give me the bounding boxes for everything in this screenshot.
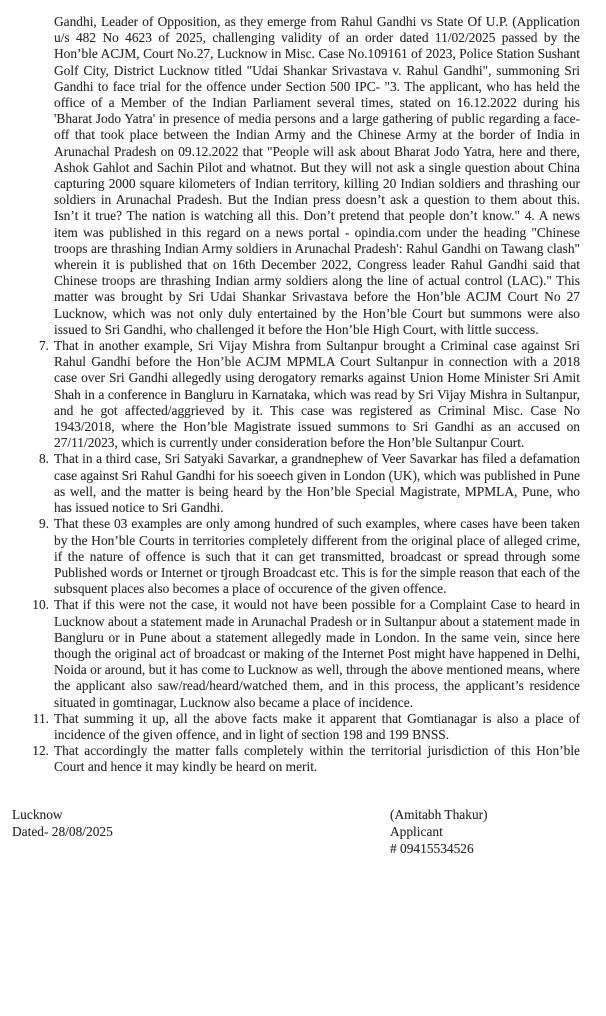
footer-signatory: (Amitabh Thakur) [390,806,488,822]
item-text: That in another example, Sri Vijay Mishra from Sultanpur brought a Criminal case against Sri Rahul Gandhi before the Hon’ble ACJM MPMLA Court Sultanpur in connection with a 2018 case over Sri Gandhi allegedly using derogatory remarks against Union Home Minister Sri Amit Shah in a conference in Bangluru in Karnataka, which was read by Sri Vijay Mishra in Sultanpur, and he got affected/aggrieved by it. This case was registered as Criminal Misc. Case No 1943/2018, where the Hon’ble Magistrate issued summons to Sri Gandhi as an accused on 27/11/2023, which is currently under consideration before the Hon’ble Sultanpur Court. [54,338,580,451]
item-text: That if this were not the case, it would not have been possible for a Complaint Case to heard in Lucknow about a statement made in Arunachal Pradesh or in Sultanpur about a statement made in Bangluru or in Pune about a statement allegedly made in London. In the same vein, since here though the original act of broadcast or making of the Internet Post might have happened in Delhi, Noida or around, but it has come to Lucknow as well, through the above mentioned means, where the applicant also saw/read/heard/watched them, and in this process, the applicant’s residence situated in gomtinagar, Lucknow also became a place of incidence. [54,597,580,710]
item-number: 8. [38,451,49,467]
list-item [30,597,580,710]
applicant-block [390,806,488,857]
list-item [30,711,580,743]
list-item [30,516,580,597]
footer-phone: # 09415534526 [390,840,474,856]
continuation-paragraph: Gandhi, Leader of Opposition, as they emerge from Rahul Gandhi vs State Of U.P. (Application u/s 482 No 4623 of 2025, challenging validity of an order dated 11/02/2025 passed by the Hon’ble ACJM, Court No.27, Lucknow in Misc. Case No.109161 of 2023, Police Station Sushant Golf City, District Lucknow titled "Udai Shankar Srivastava v. Rahul Gandhi", summoning Sri Gandhi to face trial for the offence under Section 500 IPC- "3. The applicant, who has held the office of a Member of the Indian Parliament several times, stated on 16.12.2022 during his 'Bharat Jodo Yatra' in presence of media persons and a large gathering of public regarding a face-off that took place between the Indian Army and the Chinese Army at the border of India in Arunachal Pradesh on 09.12.2022 that "People will ask about Bharat Jodo Yatra, here and there, Ashok Gahlot and Sachin Pilot and whatnot. But they will not ask a single question about China capturing 2000 square kilometers of Indian territory, killing 20 Indian soldiers and thrashing our soldiers in Arunachal Pradesh. But the Indian press doesn’t ask a question to them about this. Isn’t it true? The nation is watching all this. Don’t pretend that people don’t know." 4. A news item was published in this regard on a news portal - opindia.com under the heading "Chinese troops are thrashing Indian Army soldiers in Arunachal Pradesh': Rahul Gandhi on Tawang clash" wherein it is published that on 16th December 2022, Congress leader Rahul Gandhi said that Chinese troops are thrashing Indian army soldiers along the line of actual control (LAC)." This matter was brought by Sri Udai Shankar Srivastava before the Hon’ble ACJM Court No 27 Lucknow, which was not only duly entertained by the Hon’ble Court but summons were also issued to Sri Gandhi, who challenged it before the Hon’ble High Court, with little success. [54,14,580,337]
item-number: 7. [38,338,49,354]
place-date-block [12,806,580,840]
list-item [30,338,580,451]
numbered-paragraph-list [30,338,580,775]
item-text: That accordingly the matter falls completely within the territorial jurisdiction of this Hon’ble Court and hence it may kindly be heard on merit. [54,743,580,775]
item-number: 9. [38,516,49,532]
list-item [30,743,580,775]
footer-date: Dated- 28/08/2025 [12,823,113,839]
item-text: That summing it up, all the above facts make it apparent that Gomtianagar is also a place of incidence of the given offence, and in light of section 198 and 199 BNSS. [54,710,580,742]
item-number: 10. [32,597,49,613]
footer-place: Lucknow [12,806,63,822]
item-text: That these 03 examples are only among hundred of such examples, where cases have been taken by the Hon’ble Courts in territories completely different from the original place of alleged crime, if the nature of offence is such that it can get transmitted, broadcast or spread through some Published words or Internet or tjrough Broadcast etc. This is for the simple reason that each of the subsquent places also becomes a place of occurence of the given offence. [54,516,580,597]
list-item [30,451,580,516]
item-number: 12. [32,743,49,759]
item-number: 11. [32,710,49,726]
footer-role: Applicant [390,823,443,839]
signature-block [12,806,580,856]
item-text: That in a third case, Sri Satyaki Savarkar, a grandnephew of Veer Savarkar has filed a defamation case against Sri Rahul Gandhi for his soeech given in London (UK), which was published in Pune as well, and the matter is being heard by the Hon’ble Special Magistrate, MPMLA, Pune, who has issued notice to Sri Gandhi. [54,451,580,516]
